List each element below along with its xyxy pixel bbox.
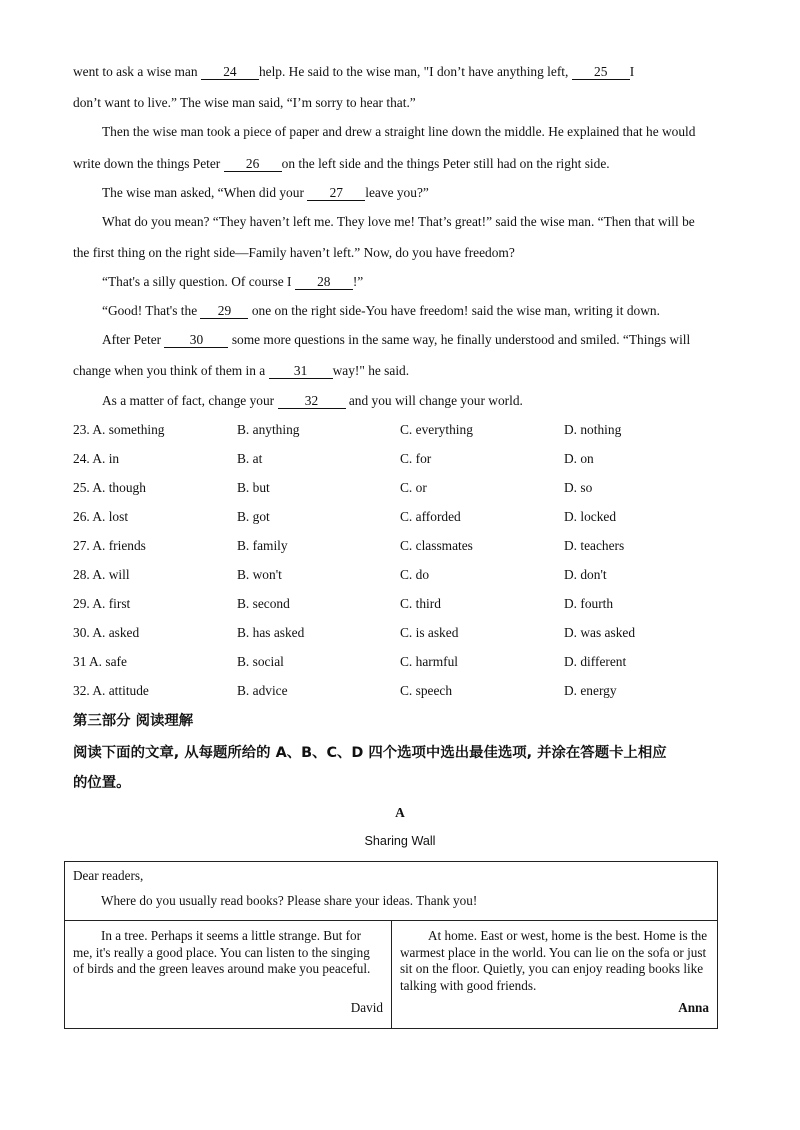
option-row-32: 32. A. attitude B. advice C. speech D. energy	[73, 683, 617, 698]
option-row-30: 30. A. asked B. has asked C. is asked D. was asked	[73, 625, 636, 640]
blank-28: 28	[295, 274, 353, 290]
blank-26: 26	[224, 156, 282, 172]
passage-line-2: don’t want to live.” The wise man said, “I’m sorry to hear that.”	[73, 95, 416, 110]
sharing-wall-table	[64, 861, 718, 1029]
passage-line-5: The wise man asked, “When did your 27 leave you?”	[102, 185, 429, 200]
option-row-31: 31 A. safe B. social C. harmful D. different	[73, 654, 627, 669]
section-instruction-2: 的位置。	[73, 775, 131, 791]
section-heading: 第三部分 阅读理解	[73, 713, 194, 729]
option-row-28: 28. A. will B. won't C. do D. don't	[73, 567, 607, 582]
passage-title: Sharing Wall	[364, 834, 436, 848]
passage-letter: A	[395, 805, 405, 820]
option-row-24: 24. A. in B. at C. for D. on	[73, 451, 594, 466]
option-row-26: 26. A. lost B. got C. afforded D. locked	[73, 509, 617, 524]
passage-line-10: After Peter 30 some more questions in the same way, he finally understood and smiled. “Things will	[102, 332, 691, 347]
blank-30: 30	[164, 332, 228, 348]
anna-signature: Anna	[678, 1000, 709, 1015]
table-cell-david	[65, 920, 392, 1028]
anna-text: At home. East or west, home is the best. Home is the warmest place in the world. You can lie on the sofa or just sit on the floor. Quietly, you can enjoy reading books like talking with good friends.	[400, 928, 708, 993]
passage-line-9: “Good! That's the 29 one on the right side-You have freedom! said the wise man, writing it down.	[102, 303, 660, 318]
option-row-25: 25. A. though B. but C. or D. so	[73, 480, 593, 495]
passage-line-3: Then the wise man took a piece of paper and drew a straight line down the middle. He explained that he would	[102, 124, 696, 139]
greeting: Dear readers,	[73, 868, 144, 883]
section-instruction-1: 阅读下面的文章, 从每题所给的 A、B、C、D 四个选项中选出最佳选项, 并涂在答题卡上相应	[73, 745, 667, 761]
passage-line-6: What do you mean? “They haven’t left me. They love me! That’s great!” said the wise man. “Then that will be	[102, 214, 695, 229]
option-row-29: 29. A. first B. second C. third D. fourth	[73, 596, 614, 611]
blank-27: 27	[307, 185, 365, 201]
passage-line-11: change when you think of them in a 31 way!" he said.	[73, 363, 410, 378]
passage-line-4: write down the things Peter 26 on the left side and the things Peter still had on the right side.	[73, 156, 610, 171]
passage-line-7: the first thing on the right side—Family haven’t left.” Now, do you have freedom?	[73, 245, 515, 260]
blank-31: 31	[269, 363, 333, 379]
blank-25: 25	[572, 64, 630, 80]
blank-29: 29	[200, 303, 248, 319]
prompt-text: Where do you usually read books? Please share your ideas. Thank you!	[101, 893, 478, 908]
passage-line-1: went to ask a wise man 24 help. He said to the wise man, "I don’t have anything left, 25 I	[73, 64, 635, 79]
passage-line-8: “That's a silly question. Of course I 28 !”	[102, 274, 364, 289]
blank-24: 24	[201, 64, 259, 80]
table-cell-anna	[392, 920, 717, 1028]
option-row-27: 27. A. friends B. family C. classmates D. teachers	[73, 538, 625, 553]
david-signature: David	[350, 1000, 383, 1015]
table-header-cell	[65, 862, 717, 921]
david-text: In a tree. Perhaps it seems a little strange. But for me, it's really a good place. You can listen to the singing of birds and the green leaves around make you peaceful.	[73, 928, 371, 976]
option-row-23: 23. A. something B. anything C. everything D. nothing	[73, 422, 622, 437]
blank-32: 32	[278, 393, 346, 409]
passage-line-12: As a matter of fact, change your 32 and you will change your world.	[102, 393, 523, 408]
